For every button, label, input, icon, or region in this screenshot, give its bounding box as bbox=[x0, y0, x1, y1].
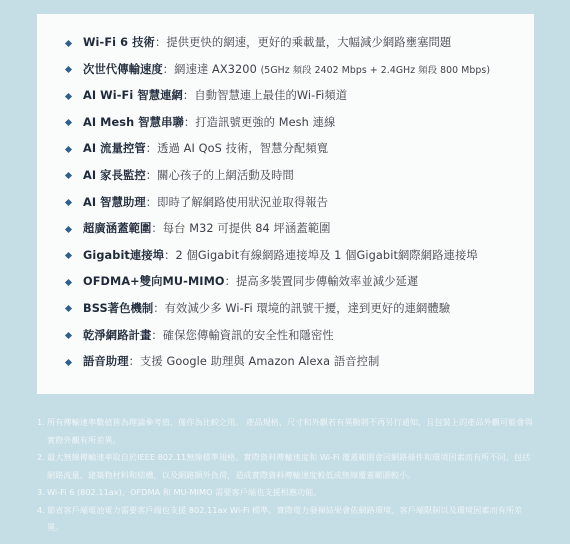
feature-item-speed bbox=[37, 57, 534, 84]
feature-title: BSS著色機制 bbox=[83, 301, 154, 315]
diamond-bullet-icon bbox=[65, 279, 72, 286]
diamond-bullet-icon bbox=[65, 332, 72, 339]
feature-title: AI 家長監控 bbox=[83, 168, 146, 182]
feature-item-coverage bbox=[37, 216, 534, 243]
feature-desc: ：確保您傳輸資訊的安全性和隱密性 bbox=[151, 328, 334, 342]
feature-item-parental bbox=[37, 163, 534, 190]
feature-title: 乾淨網路計畫 bbox=[83, 328, 152, 342]
feature-desc: ：透過 AI QoS 技術，智慧分配頻寬 bbox=[145, 142, 329, 156]
feature-item-gigabit bbox=[37, 243, 534, 270]
footnote-number: 4. bbox=[37, 504, 45, 515]
feature-note: (5GHz 頻段 2402 Mbps + 2.4GHz 頻段 800 Mbps) bbox=[260, 64, 491, 76]
feature-title: Wi-Fi 6 技術 bbox=[83, 36, 155, 49]
footnote-item bbox=[37, 502, 537, 537]
feature-title: 超廣涵蓋範圍 bbox=[83, 222, 152, 236]
feature-title: AI Mesh 智慧串聯 bbox=[83, 115, 184, 129]
feature-desc: ：網速達 AX3200 bbox=[162, 62, 261, 76]
feature-desc: ：2 個Gigabit有線網路連接埠及 1 個Gigabit網際網路連接埠 bbox=[164, 248, 478, 262]
footnote-text: 所有傳輸速率數值皆為理論參考值，僅作為比較之用。 產品規格、尺寸和外觀若有異動將不再另行通知，且包裝上的產品外觀可能會與實際外觀有所差異。 bbox=[47, 417, 533, 445]
footnote-number: 3. bbox=[37, 487, 45, 497]
diamond-bullet-icon bbox=[65, 146, 72, 153]
feature-desc: ：打造訊號更強的 Mesh 連線 bbox=[183, 115, 336, 129]
feature-title: AI 智慧助理 bbox=[83, 195, 146, 209]
diamond-bullet-icon bbox=[65, 172, 72, 179]
footnote-number: 1. bbox=[37, 417, 45, 427]
diamond-bullet-icon bbox=[65, 252, 72, 259]
footnote-text: Wi-Fi 6 (802.11ax)、OFDMA 和 MU-MIMO 需要客戶端也支援相應功能。 bbox=[47, 487, 322, 497]
feature-item-wifi6 bbox=[37, 30, 534, 57]
diamond-bullet-icon bbox=[65, 305, 72, 312]
diamond-bullet-icon bbox=[65, 93, 72, 100]
footnote-item bbox=[37, 484, 537, 502]
feature-item-clean-network bbox=[37, 323, 534, 350]
feature-title: 語音助理 bbox=[83, 355, 129, 369]
feature-title: Gigabit連接埠 bbox=[83, 248, 165, 262]
footnote-number: 2. bbox=[37, 452, 45, 462]
diamond-bullet-icon bbox=[65, 199, 72, 206]
footnote-item bbox=[37, 414, 537, 449]
feature-desc: ：即時了解網路使用狀況並取得報告 bbox=[145, 195, 329, 209]
feature-desc: ：支援 Google 助理與 Amazon Alexa 語音控制 bbox=[128, 355, 380, 369]
feature-title: 次世代傳輸速度 bbox=[83, 62, 163, 76]
feature-item-ai-qos bbox=[37, 136, 534, 163]
feature-item-bss bbox=[37, 296, 534, 323]
feature-item-ai-mesh bbox=[37, 110, 534, 137]
diamond-bullet-icon bbox=[65, 119, 72, 126]
diamond-bullet-icon bbox=[65, 66, 72, 73]
diamond-bullet-icon bbox=[65, 226, 72, 233]
feature-desc: ：關心孩子的上網活動及時間 bbox=[145, 168, 294, 182]
footnote-item bbox=[37, 449, 537, 484]
feature-title: AI 流量控管 bbox=[83, 142, 146, 156]
feature-title: OFDMA+雙向MU-MIMO bbox=[83, 275, 225, 289]
feature-desc: ：提高多裝置同步傳輸效率並減少延遲 bbox=[224, 275, 419, 289]
feature-item-ai-wifi bbox=[37, 83, 534, 110]
footnote-text: 節省客戶端電池電力需要客戶端也支援 802.11ax Wi-Fi 標準。實際電力發揮結果會依網路環境、客戶端限制以及環境因素而有所差異。 bbox=[47, 504, 523, 532]
feature-item-ofdma bbox=[37, 269, 534, 296]
diamond-bullet-icon bbox=[65, 39, 72, 46]
feature-desc: ：每台 M32 可提供 84 坪涵蓋範圍 bbox=[151, 222, 331, 236]
footnote-text: 最大無線傳輸速率取自於IEEE 802.11無線標準規格。實際資料傳輸速度和 Wi-Fi 覆蓋範圍會因網路條件和環境因素而有所不同，包括網路流量、建築物材料和結構，以及網路額外負荷，造成實際資料傳輸速度較低或無線覆蓋範圍較小。 bbox=[47, 452, 531, 480]
feature-item-voice bbox=[37, 349, 534, 376]
feature-desc: ：有效減少多 Wi-Fi 環境的訊號干擾，達到更好的連網體驗 bbox=[153, 301, 451, 315]
feature-desc: ：自動智慧連上最佳的Wi-Fi頻道 bbox=[182, 89, 348, 103]
footnotes bbox=[37, 414, 537, 537]
diamond-bullet-icon bbox=[65, 359, 72, 366]
feature-title: AI Wi-Fi 智慧連網 bbox=[83, 89, 183, 103]
feature-desc: ：提供更快的網速，更好的乘載量，大幅減少網路壅塞問題 bbox=[154, 36, 452, 49]
features-card bbox=[37, 14, 534, 394]
feature-list bbox=[37, 30, 534, 376]
feature-item-ai-assistant bbox=[37, 190, 534, 217]
